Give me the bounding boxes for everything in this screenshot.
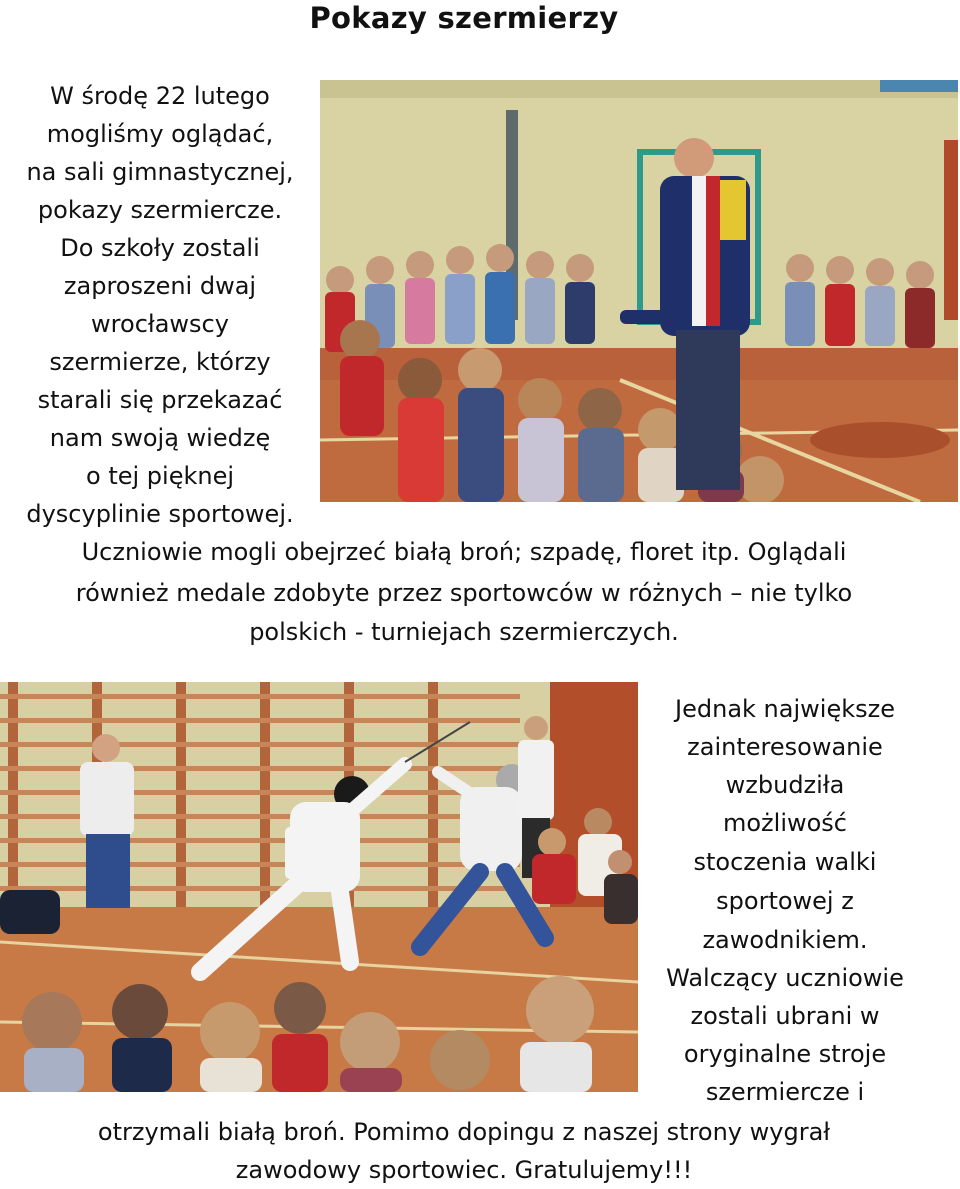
right-line: możliwość	[722, 809, 847, 837]
photo-fencing-bout	[0, 682, 638, 1092]
right-line: zawodnikiem.	[702, 926, 868, 954]
right-line: oryginalne stroje	[683, 1040, 887, 1068]
right-line: szermiercze i	[705, 1078, 865, 1106]
closing-line: otrzymali białą broń. Pomimo dopingu z naszej strony wygrał	[97, 1118, 831, 1146]
intro-line: starali się przekazać	[37, 386, 283, 414]
intro-line: W środę 22 lutego	[50, 82, 270, 110]
right-line: Jednak największe	[675, 695, 895, 723]
intro-line: pokazy szermiercze.	[37, 196, 283, 224]
right-line: zainteresowanie	[687, 733, 883, 761]
middle-line: również medale zdobyte przez sportowców w różnych – nie tylko	[75, 579, 853, 607]
intro-line: nam swoją wiedzę	[49, 424, 271, 452]
intro-line: na sali gimnastycznej,	[26, 158, 294, 186]
middle-line: Uczniowie mogli obejrzeć białą broń; szpadę, floret itp. Oglądali	[81, 538, 847, 566]
page-title: Pokazy szermierzy	[309, 1, 619, 35]
right-line: Walczący uczniowie	[666, 964, 904, 992]
right-line: zostali ubrani w	[690, 1002, 880, 1030]
intro-line: szermierze, którzy	[49, 348, 271, 376]
intro-line: dyscyplinie sportowej.	[26, 500, 294, 528]
intro-line: wrocławscy	[91, 310, 229, 338]
intro-line: mogliśmy oglądać,	[46, 120, 274, 148]
right-line: sportowej z	[716, 887, 854, 915]
closing-line: zawodowy sportowiec. Gratulujemy!!!	[235, 1156, 693, 1184]
right-line: wzbudziła	[725, 771, 845, 799]
middle-line: polskich - turniejach szermierczych.	[249, 618, 679, 646]
right-line: stoczenia walki	[693, 848, 877, 876]
photo-instructor-with-students	[320, 80, 958, 502]
intro-line: o tej pięknej	[86, 462, 234, 490]
intro-line: zaproszeni dwaj	[63, 272, 257, 300]
intro-line: Do szkoły zostali	[60, 234, 260, 262]
